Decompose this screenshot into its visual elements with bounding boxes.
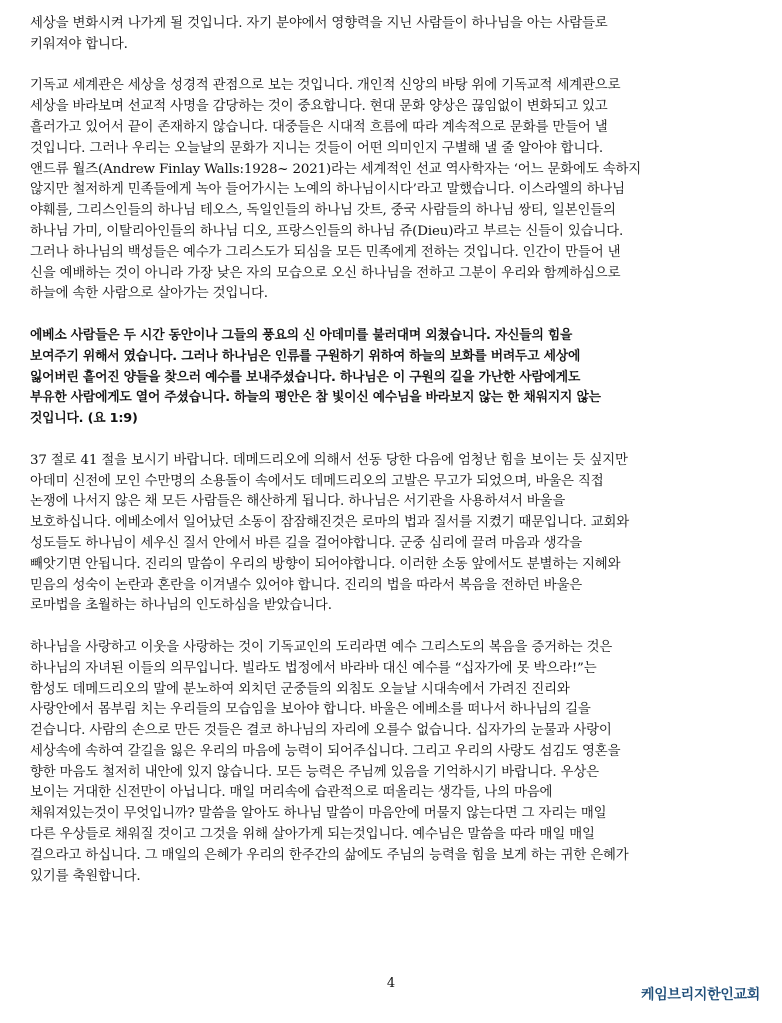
text-line: 야훼를, 그리스인들의 하나님 테오스, 독일인들의 하나님 갓트, 중국 사람들의 하나님 쌍티, 일본인들의 xyxy=(30,203,616,219)
text-line: 기독교 세계관은 세상을 성경적 관점으로 보는 것입니다. 개인적 신앙의 바탕 위에 기독교적 세계관으로 xyxy=(30,78,621,94)
text-line: 잃어버린 흩어진 양들을 찾으러 예수를 보내주셨습니다. 하나님은 이 구원의 길을 가난한 사람에게도 xyxy=(30,369,581,385)
paragraph-p4 xyxy=(30,451,760,617)
text-line: 하나님의 자녀된 이들의 의무입니다. 빌라도 법정에서 바라바 대신 예수를 “십자가에 못 박으라!”는 xyxy=(30,660,597,676)
text-line: 성도들도 하나님이 세우신 질서 안에서 바른 길을 걸어야합니다. 군중 심리에 끌려 마음과 생각을 xyxy=(30,535,583,551)
document-body xyxy=(30,14,760,887)
text-line: 보여주기 위해서 였습니다. 그러나 하나님은 인류를 구원하기 위하여 하늘의 보화를 버려두고 세상에 xyxy=(30,348,581,364)
text-line: 하늘에 속한 사람으로 살아가는 것입니다. xyxy=(30,286,268,302)
text-line: 세상속에 속하여 갈길을 잃은 우리의 마음에 능력이 되어주십니다. 그리고 우리의 사랑도 섬김도 영혼을 xyxy=(30,743,621,759)
text-line: 흘러가고 있어서 끝이 존재하지 않습니다. 대중들은 시대적 흐름에 따라 계속적으로 문화를 만들어 낼 xyxy=(30,119,608,135)
text-line: 있기를 축원합니다. xyxy=(30,868,141,884)
text-line: 사랑안에서 몸부림 치는 우리들의 모습임을 보아야 합니다. 바울은 에베소를 떠나서 하나님의 길을 xyxy=(30,702,591,718)
text-line: 아데미 신전에 모인 수만명의 소용돌이 속에서도 데메드리오의 고발은 무고가 되었으며, 바울은 직접 xyxy=(30,473,604,489)
page-number: 4 xyxy=(386,976,396,991)
text-line: 하나님 가미, 이탈리아인들의 하나님 디오, 프랑스인들의 하나님 쥬(Dieu)라고 부르는 신들이 있습니다. xyxy=(30,223,624,239)
text-line: 키워져야 합니다. xyxy=(30,36,128,52)
text-line: 37 절로 41 절을 보시기 바랍니다. 데메드리오에 의해서 선동 당한 다음에 엄청난 힘을 보이는 듯 싶지만 xyxy=(30,452,628,468)
paragraph-gap xyxy=(30,617,760,638)
text-line: 앤드류 월즈(Andrew Finlay Walls:1928~ 2021)라는 세계적인 선교 역사학자는 ‘어느 문화에도 속하지 xyxy=(30,161,642,177)
paragraph-p3 xyxy=(30,326,760,430)
paragraph-p1 xyxy=(30,14,760,56)
text-line: 걸으라고 하십니다. 그 매일의 은혜가 우리의 한주간의 삶에도 주님의 능력을 힘을 보게 하는 귀한 은혜가 xyxy=(30,847,629,863)
text-line: 보호하십니다. 에베소에서 일어났던 소동이 잠잠해진것은 로마의 법과 질서를 지켰기 때문입니다. 교회와 xyxy=(30,515,630,531)
text-line: 빼앗기면 안됩니다. 진리의 말씀이 우리의 방향이 되어야합니다. 이러한 소동 앞에서도 분별하는 지혜와 xyxy=(30,556,621,572)
text-line: 신을 예배하는 것이 아니라 가장 낮은 자의 모습으로 오신 하나님을 전하고 그분이 우리와 함께하심으로 xyxy=(30,265,621,281)
text-line: 세상을 변화시켜 나가게 될 것입니다. 자기 분야에서 영향력을 지닌 사람들이 하나님을 아는 사람들로 xyxy=(30,16,608,31)
paragraph-p2 xyxy=(30,76,760,305)
church-name: 케임브리지한인교회 xyxy=(640,987,760,1003)
text-line: 향한 마음도 철저히 내안에 있지 않습니다. 모든 능력은 주님께 있음을 기억하시기 바랍니다. 우상은 xyxy=(30,764,599,780)
paragraph-gap xyxy=(30,56,760,77)
text-line: 그러나 하나님의 백성들은 예수가 그리스도가 되심을 모든 민족에게 전하는 것입니다. 인간이 만들어 낸 xyxy=(30,244,621,260)
paragraph-gap xyxy=(30,305,760,326)
text-line: 다른 우상들로 채워질 것이고 그것을 위해 살아가게 되는것입니다. 예수님은 말씀을 따라 매일 매일 xyxy=(30,827,595,843)
paragraph-gap xyxy=(30,430,760,451)
text-line: 하나님을 사랑하고 이웃을 사랑하는 것이 기독교인의 도리라면 예수 그리스도의 복음을 증거하는 것은 xyxy=(30,639,613,655)
text-line: 논쟁에 나서지 않은 채 모든 사람들은 해산하게 됩니다. 하나님은 서기관을 사용하셔서 바울을 xyxy=(30,494,566,510)
text-line: 에베소 사람들은 두 시간 동안이나 그들의 풍요의 신 아데미를 불러대며 외쳤습니다. 자신들의 힘을 xyxy=(30,327,573,343)
text-line: 채워져있는것이 무엇입니까? 말씀을 알아도 하나님 말씀이 마음안에 머물지 않는다면 그 자리는 매일 xyxy=(30,806,607,822)
text-line: 것입니다. 그러나 우리는 오늘날의 문화가 지니는 것들이 어떤 의미인지 구별해 낼 줄 알아야 합니다. xyxy=(30,140,604,156)
text-line: 세상을 바라보며 선교적 사명을 감당하는 것이 중요합니다. 현대 문화 양상은 끊임없이 변화되고 있고 xyxy=(30,99,608,115)
text-line: 것입니다. (요 1:9) xyxy=(30,411,138,427)
text-line: 부유한 사람에게도 열어 주셨습니다. 하늘의 평안은 참 빛이신 예수님을 바라보지 않는 한 채워지지 않는 xyxy=(30,390,601,406)
text-line: 보이는 거대한 신전만이 아닙니다. 매일 머리속에 습관적으로 떠올리는 생각들, 나의 마음에 xyxy=(30,785,553,801)
text-line: 않지만 철저하게 민족들에게 녹아 들어가시는 노예의 하나님이시다’라고 말했습니다. 이스라엘의 하나님 xyxy=(30,182,625,198)
paragraph-p5 xyxy=(30,638,760,888)
text-line: 걷습니다. 사람의 손으로 만든 것들은 결코 하나님의 자리에 오를수 없습니다. 십자가의 눈물과 사랑이 xyxy=(30,723,612,739)
text-line: 믿음의 성숙이 논란과 혼란을 이겨낼수 있어야 합니다. 진리의 법을 따라서 복음을 전하던 바울은 xyxy=(30,577,583,593)
text-line: 함성도 데메드리오의 말에 분노하여 외치던 군중들의 외침도 오늘날 시대속에서 가려진 진리와 xyxy=(30,681,570,697)
text-line: 로마법을 초월하는 하나님의 인도하심을 받았습니다. xyxy=(30,598,332,614)
